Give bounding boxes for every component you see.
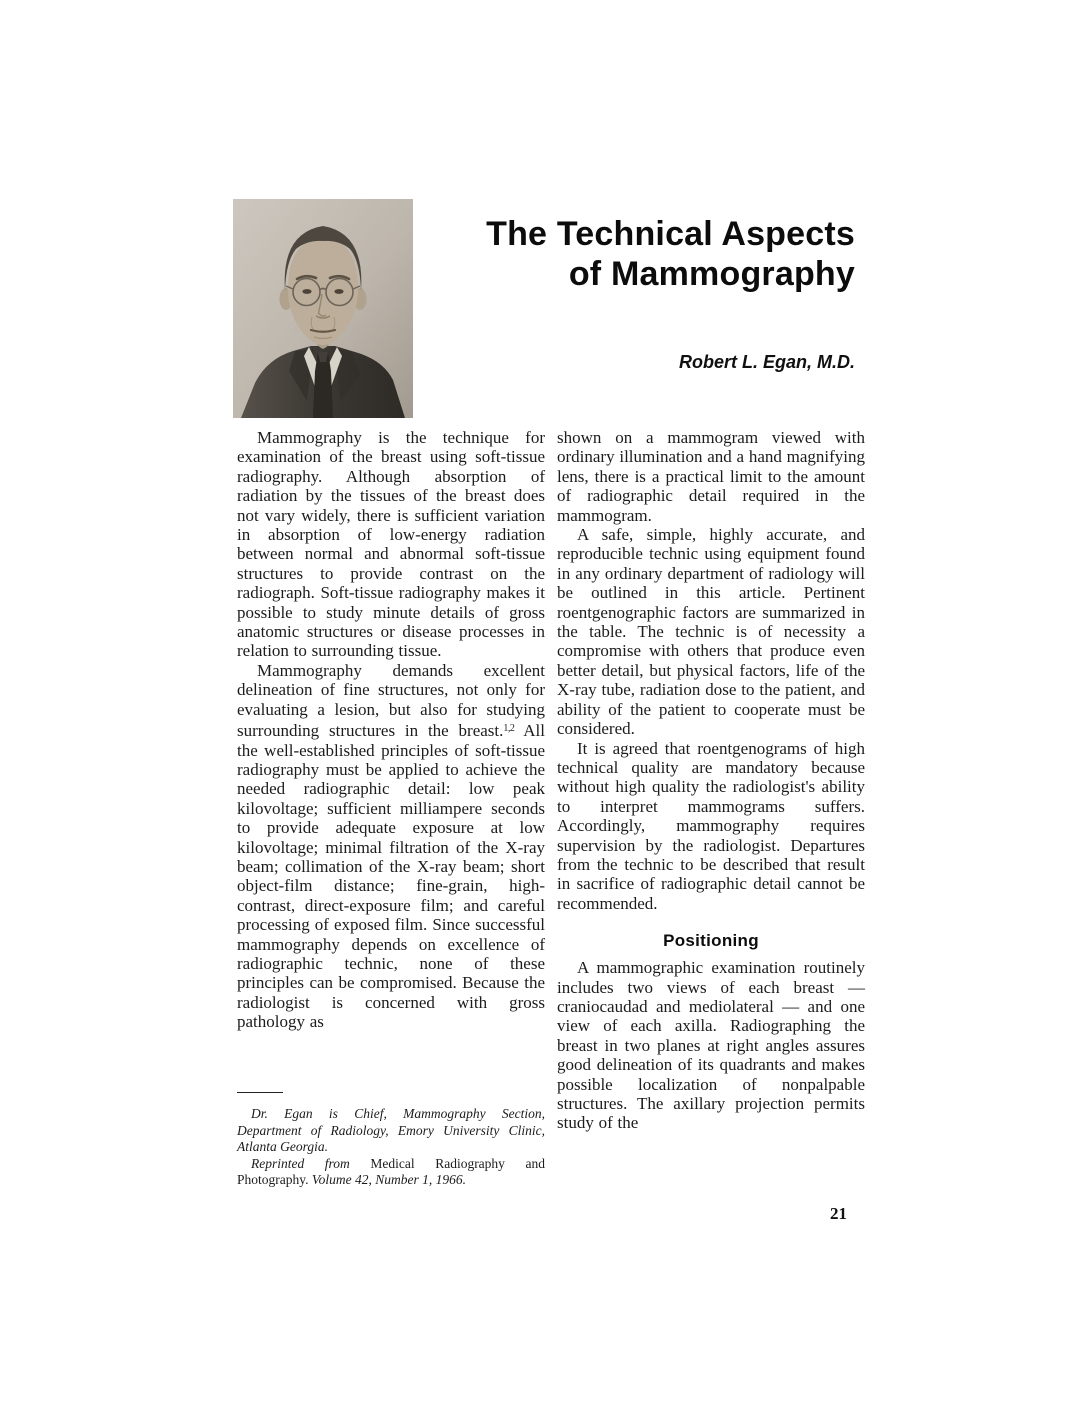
reprint-journal-name: Medical Radiography and Photography. <box>237 1155 545 1187</box>
footnote-rule <box>237 1092 283 1093</box>
page-number: 21 <box>830 1204 847 1223</box>
footnote-reference: 1,2 <box>503 723 515 735</box>
paragraph-safe-technic: A safe, simple, highly accurate, and reproducible technic using equipment found in any ordinary department of radiology will be outlined in this article. Pertinent roentgenographic factors are summarized in the table. The technic is of necessity a compromise with others that produce even better detail, but physical factors, life of the X-ray tube, radiation dose to the patient, and ability of the patient to cooperate must be considered. <box>557 525 865 739</box>
paragraph-examination-views: A mammographic examination routinely includes two views of each breast — craniocaudad and mediolateral — and one view of each axilla. Radiographing the breast in two planes at right angles assures good delineation of its quadrants and makes possible localization of nonpalpable structures. The axillary projection permits study of the <box>557 958 865 1133</box>
footnote-block <box>237 1092 545 1189</box>
paragraph-quality-mandatory: It is agreed that roentgenograms of high technical quality are mandatory because without high quality the radiologist's ability to interpret mammograms suffers. Accordingly, mammography requires supervision by the radiologist. Departures from the technic to be described that result in sacrifice of radiographic detail cannot be recommended. <box>557 738 865 913</box>
author-photo <box>233 199 413 418</box>
title-line-1: The Technical Aspects <box>486 215 855 253</box>
right-column <box>557 428 865 1133</box>
paragraph-mammogram-viewing: shown on a mammogram viewed with ordinary illumination and a hand magnifying lens, there is a practical limit to the amount of radiographic detail required in the mammogram. <box>557 428 865 525</box>
paragraph-radiographic-principles <box>237 661 545 1032</box>
section-heading-positioning: Positioning <box>663 931 759 951</box>
footnote-reprint-credit <box>237 1156 545 1189</box>
left-column <box>237 428 545 1032</box>
reprint-volume-info: Volume 42, Number 1, 1966. <box>311 1172 466 1187</box>
title-line-2: of Mammography <box>568 255 855 293</box>
author-byline: Robert L. Egan, M.D. <box>678 352 855 372</box>
footnote-author-affiliation: Dr. Egan is Chief, Mammography Section, Department of Radiology, Emory University Clinic, Atlanta Georgia. <box>237 1106 545 1154</box>
paragraph-mammography-technique: Mammography is the technique for examination of the breast using soft-tissue radiography. Although absorption of radiation by the tissues of the breast does not vary widely, there is sufficient variation in absorption of low-energy radiation between normal and abnormal soft-tissue structures to provide contrast on the radiograph. Soft-tissue radiography makes it possible to study minute details of gross anatomic structures or disease processes in relation to surrounding tissue. <box>237 428 545 661</box>
reprint-prefix: Reprinted from <box>251 1155 350 1171</box>
paragraph-principles-text: Mammography demands excellent delineation of fine structures, not only for evaluating a lesion, but also for studying surrounding structures in the breast. <box>237 660 545 741</box>
article-title <box>470 214 855 294</box>
author-portrait-image <box>233 199 413 418</box>
paragraph-principles-continued: All the well-established principles of soft-tissue radiography must be applied to achieve the needed radiographic detail: low peak kilovoltage; sufficient milliampere seconds to provide adequate exposure at low kilovoltage; minimal filtration of the X-ray beam; collimation of the X-ray beam; short object-film distance; fine-grain, high-contrast, direct-exposure film; and careful processing of exposed film. Since successful mammography depends on excellence of radiographic technic, none of these principles can be compromised. Because the radiologist is concerned with gross pathology as <box>237 721 545 1032</box>
